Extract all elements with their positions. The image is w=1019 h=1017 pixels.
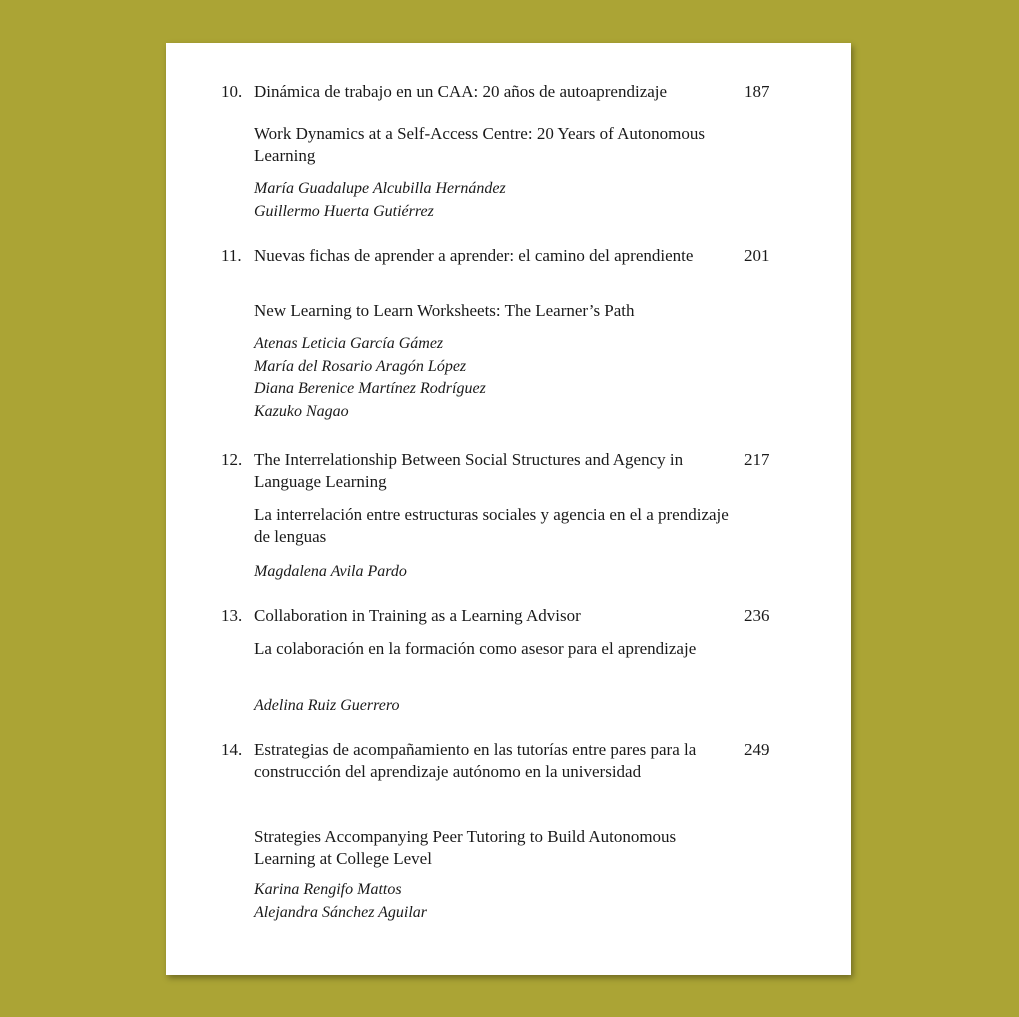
chapter-number: 13. <box>221 606 243 625</box>
chapter-subtitle: New Learning to Learn Worksheets: The Learner’s Path <box>254 301 635 320</box>
chapter-subtitle: Work Dynamics at a Self-Access Centre: 20 Years of Autonomous Learning <box>254 124 705 165</box>
chapter-page: 236 <box>744 606 770 625</box>
chapter-authors <box>254 695 729 718</box>
toc-page <box>166 43 851 975</box>
chapter-number: 12. <box>221 450 243 469</box>
chapter-subtitle: La colaboración en la formación como asesor para el aprendizaje <box>254 639 697 658</box>
chapter-number: 10. <box>221 82 243 101</box>
chapter-authors <box>254 178 729 223</box>
chapter-page: 187 <box>744 82 770 101</box>
author-name: Magdalena Avila Pardo <box>254 563 407 580</box>
author-name: Atenas Leticia García Gámez <box>254 335 444 352</box>
chapter-authors <box>254 879 729 924</box>
chapter-page: 201 <box>744 246 770 265</box>
chapter-subtitle: Strategies Accompanying Peer Tutoring to Build Autonomous Learning at College Level <box>254 827 677 868</box>
chapter-title: Estrategias de acompañamiento en las tutorías entre pares para la construcción del aprendizaje autónomo en la universidad <box>254 740 697 781</box>
author-name: María del Rosario Aragón López <box>254 357 467 375</box>
chapter-subtitle: La interrelación entre estructuras sociales y agencia en el a prendizaje de lenguas <box>254 505 729 546</box>
author-name: Kazuko Nagao <box>254 402 349 420</box>
author-name: Guillermo Huerta Gutiérrez <box>254 202 434 220</box>
chapter-number: 14. <box>221 740 243 759</box>
chapter-title: Collaboration in Training as a Learning Advisor <box>254 606 581 625</box>
chapter-title: Dinámica de trabajo en un CAA: 20 años de autoaprendizaje <box>254 82 668 101</box>
chapter-authors <box>254 561 729 584</box>
chapter-authors <box>254 333 729 423</box>
author-name: María Guadalupe Alcubilla Hernández <box>254 180 506 197</box>
author-name: Diana Berenice Martínez Rodríguez <box>254 380 486 397</box>
author-name: Adelina Ruiz Guerrero <box>254 697 400 714</box>
chapter-title: The Interrelationship Between Social Structures and Agency in Language Learning <box>254 450 684 491</box>
chapter-number: 11. <box>221 246 242 265</box>
chapter-title: Nuevas fichas de aprender a aprender: el camino del aprendiente <box>254 246 694 265</box>
chapter-page: 217 <box>744 450 770 469</box>
chapter-page: 249 <box>744 740 770 759</box>
author-name: Alejandra Sánchez Aguilar <box>254 903 428 921</box>
author-name: Karina Rengifo Mattos <box>254 881 402 898</box>
